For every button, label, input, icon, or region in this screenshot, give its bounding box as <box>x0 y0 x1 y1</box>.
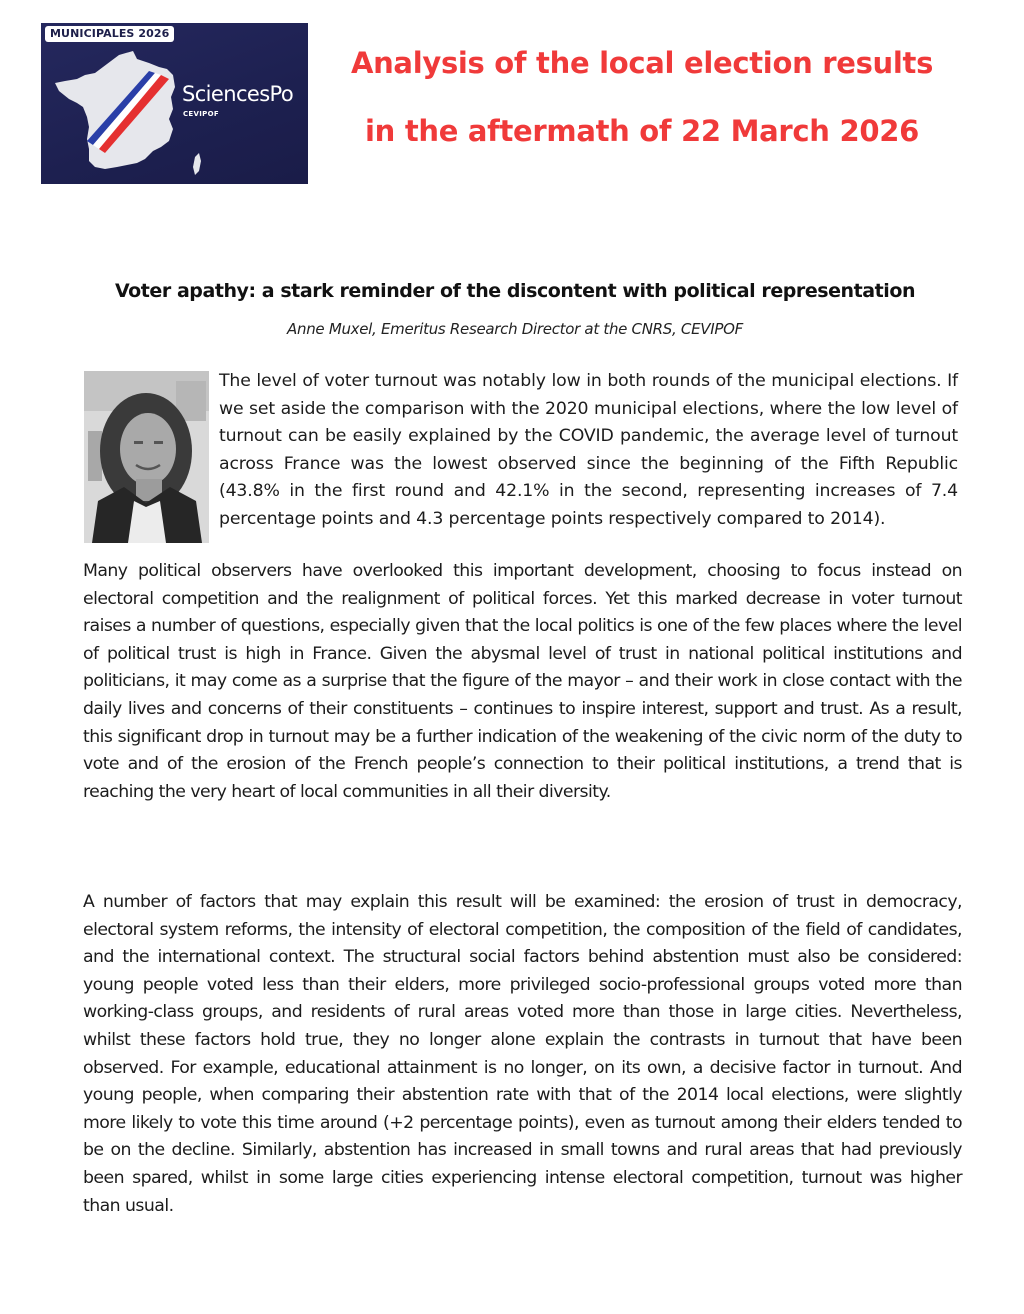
paragraph-text: The level of voter turnout was notably low in both rounds of the municipal elections. If we set aside the comparison with the 2020 municipal elections, where the low level of turnout can be easily explained by the COVID pandemic, the average level of turnout across France was the lowest observed since the beginning of the Fifth Republic (43.8% in the first round and 42.1% in the second, representing increases of 7.4 percentage points and 4.3 percentage points respectively compared to 2014). <box>219 371 958 529</box>
article-paragraph-3 <box>83 889 962 1220</box>
logo-badge: MUNICIPALES 2026 <box>45 26 174 42</box>
report-title-line-1: Analysis of the local election results <box>350 46 934 80</box>
article-byline: Anne Muxel, Emeritus Research Director at the CNRS, CEVIPOF <box>287 320 743 338</box>
author-portrait-icon <box>84 371 209 543</box>
municipales-2026-logo <box>41 23 308 184</box>
article-title: Voter apathy: a stark reminder of the discontent with political representation <box>114 280 916 302</box>
logo-brand: SciencesPo <box>182 82 294 106</box>
paragraph-text: Many political observers have overlooked this important development, choosing to focus instead on electoral competition and the realignment of political forces. Yet this marked decrease in voter turnout raises a number of questions, especially given that the local politics is one of the few places where the level of political trust is high in France. Given the abysmal level of trust in national political institutions and politicians, it may come as a surprise that the figure of the mayor – and their work in close contact with the daily lives and concerns of their constituents – continues to inspire interest, support and trust. As a result, this significant drop in turnout may be a further indication of the weakening of the civic norm of the duty to vote and of the erosion of the French people’s connection to their political institutions, a trend that is reaching the very heart of local communities in all their diversity. <box>83 561 962 802</box>
report-title-line-2: in the aftermath of 22 March 2026 <box>365 114 919 148</box>
paragraph-text: A number of factors that may explain this result will be examined: the erosion of trust in democracy, electoral system reforms, the intensity of electoral competition, the composition of the field of candidates, and the international context. The structural social factors behind abstention must also be considered: young people voted less than their elders, more privileged socio-professional groups voted more than working-class groups, and residents of rural areas voted more than those in large cities. Nevertheless, whilst these factors hold true, they no longer alone explain the contrasts in turnout that have been observed. For example, educational attainment is no longer, on its own, a decisive factor in turnout. And young people, when comparing their abstention rate with that of the 2014 local elections, were slightly more likely to vote this time around (+2 percentage points), even as turnout among their elders tended to be on the decline. Similarly, abstention has increased in small towns and rural areas that had previously been spared, whilst in some large cities experiencing intense electoral competition, turnout was higher than usual. <box>83 892 962 1216</box>
author-photo <box>84 371 209 543</box>
article-paragraph-2 <box>83 558 962 806</box>
article-paragraph-1 <box>219 368 958 534</box>
logo-sub: CEVIPOF <box>183 110 219 118</box>
